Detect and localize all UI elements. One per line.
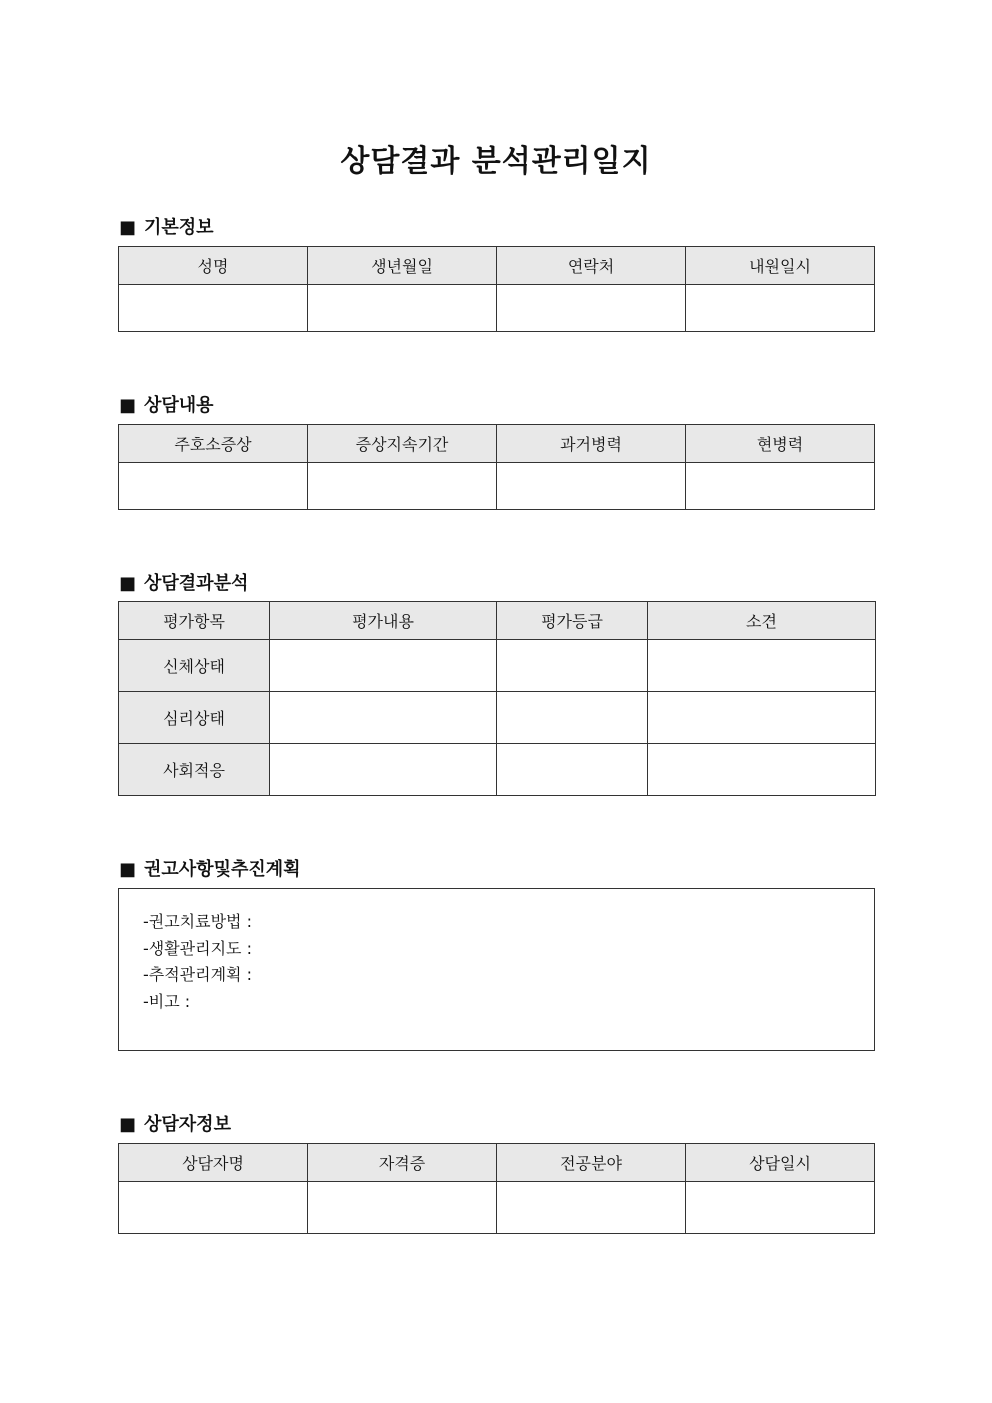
basic-info-table xyxy=(118,246,875,332)
square-bullet-icon: ■ xyxy=(119,1114,137,1135)
counselor-table xyxy=(118,1143,875,1234)
opinion-cell[interactable] xyxy=(648,744,876,796)
section-title: 상담자정보 xyxy=(144,1114,231,1135)
major-field-cell[interactable] xyxy=(497,1182,686,1234)
evaluation-grade-cell[interactable] xyxy=(497,744,648,796)
column-header: 평가내용 xyxy=(270,602,497,640)
section-title: 권고사항및추진계획 xyxy=(144,859,301,880)
section-title: 기본정보 xyxy=(144,217,214,238)
column-header: 전공분야 xyxy=(497,1144,686,1182)
column-header: 연락처 xyxy=(497,247,686,285)
opinion-cell[interactable] xyxy=(648,692,876,744)
section-heading-analysis xyxy=(119,569,248,595)
column-header: 증상지속기간 xyxy=(308,425,497,463)
past-history-cell[interactable] xyxy=(497,463,686,510)
name-cell[interactable] xyxy=(119,285,308,332)
column-header: 자격증 xyxy=(308,1144,497,1182)
evaluation-content-cell[interactable] xyxy=(270,692,497,744)
recommendation-line: -생활관리지도 : xyxy=(143,939,252,958)
row-header: 신체상태 xyxy=(119,640,270,692)
evaluation-content-cell[interactable] xyxy=(270,640,497,692)
square-bullet-icon: ■ xyxy=(119,217,137,238)
opinion-cell[interactable] xyxy=(648,640,876,692)
square-bullet-icon: ■ xyxy=(119,573,137,594)
birthdate-cell[interactable] xyxy=(308,285,497,332)
visit-date-cell[interactable] xyxy=(686,285,875,332)
present-illness-cell[interactable] xyxy=(686,463,875,510)
column-header: 과거병력 xyxy=(497,425,686,463)
recommendation-line: -권고치료방법 : xyxy=(143,912,252,931)
consultation-table xyxy=(118,424,875,510)
certificate-cell[interactable] xyxy=(308,1182,497,1234)
symptom-duration-cell[interactable] xyxy=(308,463,497,510)
row-header: 심리상태 xyxy=(119,692,270,744)
section-heading-basic-info xyxy=(119,213,214,239)
column-header: 성명 xyxy=(119,247,308,285)
consultation-date-cell[interactable] xyxy=(686,1182,875,1234)
chief-complaint-cell[interactable] xyxy=(119,463,308,510)
column-header: 현병력 xyxy=(686,425,875,463)
column-header: 생년월일 xyxy=(308,247,497,285)
square-bullet-icon: ■ xyxy=(119,859,137,880)
section-heading-consultation xyxy=(119,391,214,417)
counselor-name-cell[interactable] xyxy=(119,1182,308,1234)
recommendation-line: -추적관리계획 : xyxy=(143,965,252,984)
column-header: 내원일시 xyxy=(686,247,875,285)
column-header: 주호소증상 xyxy=(119,425,308,463)
evaluation-grade-cell[interactable] xyxy=(497,640,648,692)
section-heading-counselor xyxy=(119,1110,231,1136)
column-header: 상담일시 xyxy=(686,1144,875,1182)
column-header: 평가항목 xyxy=(119,602,270,640)
page-title: 상담결과 분석관리일지 xyxy=(340,144,652,179)
column-header: 소견 xyxy=(648,602,876,640)
contact-cell[interactable] xyxy=(497,285,686,332)
section-heading-recommendations xyxy=(119,855,301,881)
square-bullet-icon: ■ xyxy=(119,395,137,416)
analysis-table xyxy=(118,601,876,796)
section-title: 상담결과분석 xyxy=(144,573,249,594)
evaluation-grade-cell[interactable] xyxy=(497,692,648,744)
section-title: 상담내용 xyxy=(144,395,214,416)
recommendation-line: -비고 : xyxy=(143,992,191,1011)
row-header: 사회적응 xyxy=(119,744,270,796)
recommendations-box[interactable] xyxy=(118,888,875,1051)
evaluation-content-cell[interactable] xyxy=(270,744,497,796)
column-header: 상담자명 xyxy=(119,1144,308,1182)
column-header: 평가등급 xyxy=(497,602,648,640)
